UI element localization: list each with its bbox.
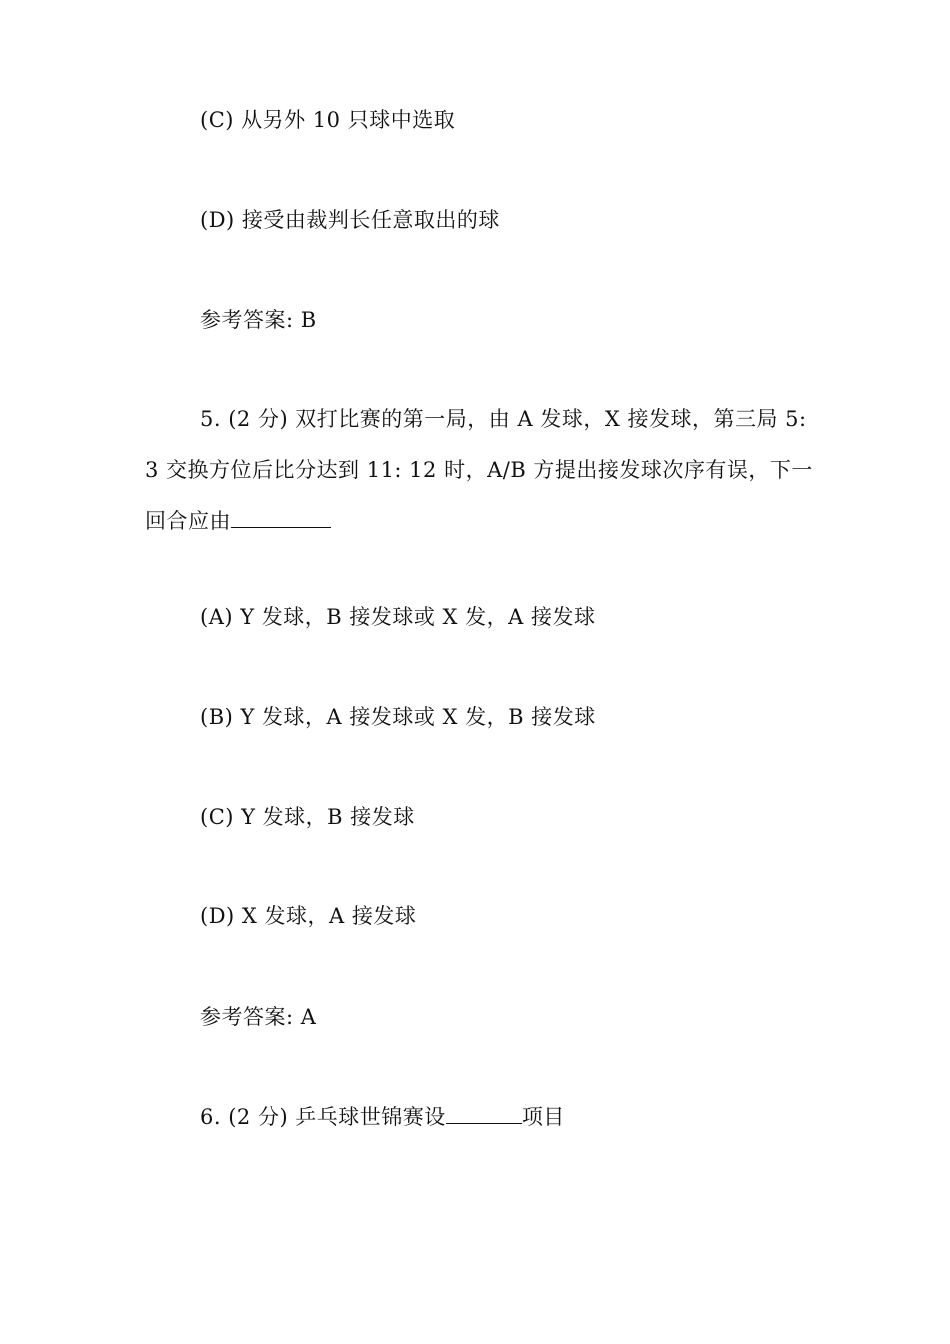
- q5-option-d: (D) X 发球，A 接发球: [200, 904, 417, 928]
- q6-stem: [200, 1103, 565, 1130]
- q5-option-b: (B) Y 发球，A 接发球或 X 发，B 接发球: [200, 705, 596, 729]
- q6-answer-blank: [446, 1103, 522, 1124]
- q6-stem-prefix: 6. (2 分) 乒乓球世锦赛设: [200, 1105, 446, 1129]
- q4-option-c: (C) 从另外 10 只球中选取: [200, 108, 456, 132]
- q4-option-d: (D) 接受由裁判长任意取出的球: [200, 208, 500, 232]
- q5-stem-line2: 3 交换方位后比分达到 11: 12 时，A/B 方提出接发球次序有误，下一: [145, 458, 813, 482]
- q5-option-c: (C) Y 发球，B 接发球: [200, 805, 415, 829]
- q5-stem-line1: 5. (2 分) 双打比赛的第一局，由 A 发球，X 接发球，第三局 5:: [200, 407, 807, 431]
- q6-stem-suffix: 项目: [521, 1105, 565, 1129]
- q5-answer-blank: [231, 507, 331, 528]
- q5-option-a: (A) Y 发球，B 接发球或 X 发，A 接发球: [200, 605, 596, 629]
- q4-answer: 参考答案: B: [200, 308, 317, 332]
- q5-answer: 参考答案: A: [200, 1005, 317, 1029]
- q5-stem-line3: [145, 507, 331, 534]
- q5-stem-text: 回合应由: [145, 509, 231, 533]
